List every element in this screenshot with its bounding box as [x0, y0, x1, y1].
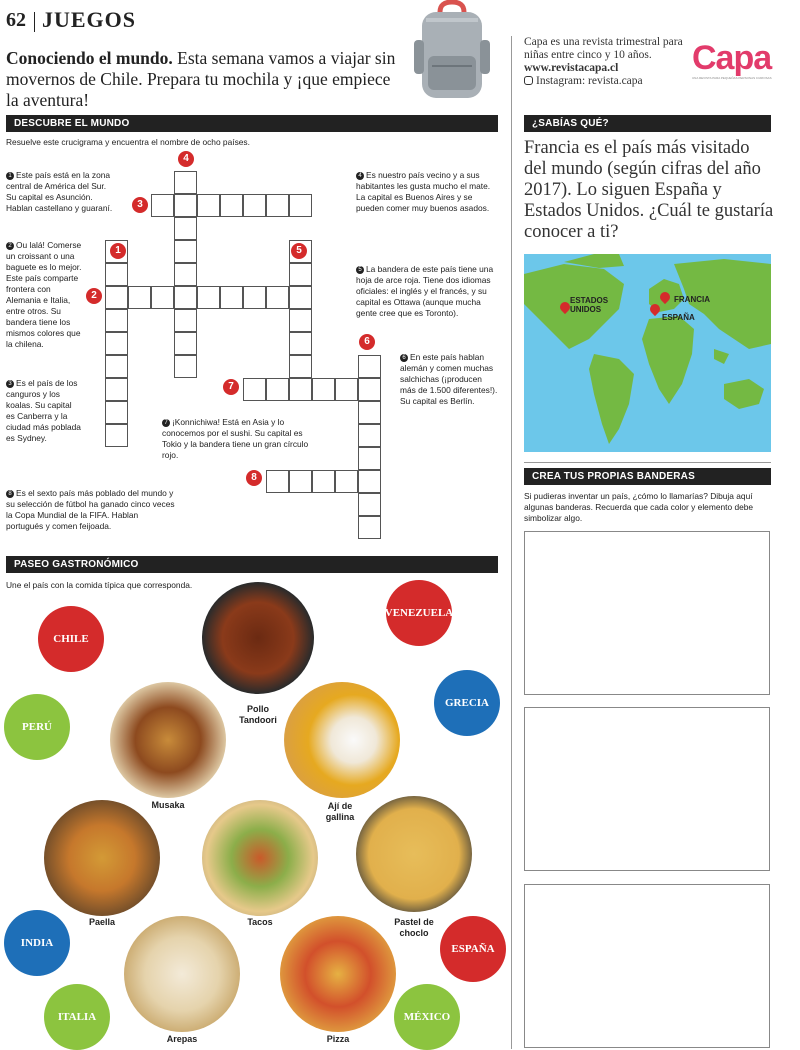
crossword-cell[interactable] [358, 493, 381, 516]
clue-7-text: ¡Konnichiwa! Está en Asia y lo conocemos por el sushi. Su capital es Tokio y la bandera tiene un gran círculo rojo. [162, 417, 309, 460]
crossword-cell[interactable] [335, 470, 358, 493]
flag-drawing-box-1[interactable] [524, 531, 770, 695]
flags-divider [524, 462, 771, 463]
flags-instructions: Si pudieras inventar un país, ¿cómo lo llamarías? Dibuja aquí algunas banderas. Recuerda que cada color y elemento debe simbolizar algo. [524, 491, 754, 523]
map-label-usa: ESTADOS UNIDOS [570, 296, 609, 314]
world-map [524, 254, 771, 452]
dish-arepas [124, 916, 240, 1032]
intro-text [6, 48, 396, 111]
crossword-cell[interactable] [197, 194, 220, 217]
capa-logo-tagline: UNA REVISTA PARA PEQUEÑAS PERSONAS CURIOSAS [692, 76, 772, 80]
dish-tacos [202, 800, 318, 916]
crossword-cell[interactable] [289, 286, 312, 309]
crossword-number-4: 4 [178, 151, 194, 167]
country-mexico[interactable]: MÉXICO [394, 984, 460, 1050]
magazine-info [524, 36, 704, 88]
fact-text: Francia es el país más visitado del mundo (según cifras del año 2017). Lo siguen España y Estados Unidos. ¿Cuál te gustaría conocer a ti? [524, 138, 774, 242]
clue-8-text: Es el sexto país más poblado del mundo y su selección de fútbol ha ganado cinco veces la Copa Mundial de la FIFA. Hablan portugués y comen feijoada. [6, 488, 175, 531]
crossword-cell[interactable] [105, 309, 128, 332]
crossword-number-5: 5 [291, 243, 307, 259]
crossword-cell[interactable] [105, 401, 128, 424]
country-grecia[interactable]: GRECIA [434, 670, 500, 736]
crossword-cell[interactable] [266, 286, 289, 309]
country-italia[interactable]: ITALIA [44, 984, 110, 1050]
dish-paella [44, 800, 160, 916]
crossword-cell[interactable] [197, 286, 220, 309]
crossword-cell[interactable] [243, 194, 266, 217]
map-label-spain: ESPAÑA [662, 313, 695, 322]
backpack-icon [412, 0, 492, 102]
crossword-cell[interactable] [174, 309, 197, 332]
crossword-number-1: 1 [110, 243, 126, 259]
crossword-cell[interactable] [358, 378, 381, 401]
map-label-france: FRANCIA [674, 295, 710, 304]
crossword-cell[interactable] [289, 332, 312, 355]
crossword-cell[interactable] [105, 355, 128, 378]
clue-6-text: En este país hablan alemán y comen muchas salchichas (¡producen más de 1.500 diferentes!). Su capital es Berlín. [400, 352, 498, 406]
info-line1: Capa es una revista trimestral para [524, 36, 683, 48]
clue-7: 7 ¡Konnichiwa! Está en Asia y lo conocemos por el sushi. Su capital es Tokio y la bandera tiene un gran círculo rojo. [162, 417, 309, 460]
clue-8: 8 Es el sexto país más poblado del mundo y su selección de fútbol ha ganado cinco veces la Copa Mundial de la FIFA. Hablan portugués y comen feijoada. [6, 488, 175, 531]
clue-5: 5 La bandera de este país tiene una hoja de arce roja. Tiene dos idiomas oficiales: el inglés y el francés, y su capital es Ottawa (aunque mucha gente cree que es Toronto). [356, 264, 494, 318]
dish-musaka [110, 682, 226, 798]
capa-logo [692, 40, 778, 80]
clue-4: 4 Es nuestro país vecino y a sus habitantes les gusta mucho el mate. La capital es Buenos Aires y se pueden comer muy buenos asados. [356, 170, 491, 213]
crossword-cell[interactable] [174, 355, 197, 378]
page-number: 62 [6, 9, 26, 31]
crossword-cell[interactable] [151, 194, 174, 217]
dish-pastel-de-choclo [356, 796, 472, 912]
crossword-cell[interactable] [289, 355, 312, 378]
clue-2-text: Ou lalá! Comerse un croissant o una baguete es lo mejor. Este país comparte frontera con Alemania e Italia, entre otros. Su bandera tiene los mismos colores que la chilena. [6, 240, 82, 349]
crossword-cell[interactable] [358, 516, 381, 539]
crossword-cell[interactable] [289, 470, 312, 493]
world-map-graphic [524, 254, 771, 452]
crossword-cell[interactable] [335, 378, 358, 401]
crossword-number-6: 6 [359, 334, 375, 350]
label-tacos: Tacos [247, 917, 273, 927]
flag-drawing-box-2[interactable] [524, 707, 770, 871]
crossword-cell[interactable] [105, 424, 128, 447]
flag-drawing-box-3[interactable] [524, 884, 770, 1048]
clue-6: 6 En este país hablan alemán y comen muchas salchichas (¡producen más de 1.500 diferentes!). Su capital es Berlín. [400, 352, 498, 406]
crossword-cell[interactable] [289, 378, 312, 401]
website-link[interactable]: www.revistacapa.cl [524, 62, 619, 74]
intro-bold: Conociendo el mundo. [6, 48, 173, 68]
instagram-handle[interactable] [524, 75, 704, 88]
dish-aji-de-gallina [284, 682, 400, 798]
clue-1: 1 Este país está en la zona central de América del Sur. Su capital es Asunción. Hablan castellano y guaraní. [6, 170, 113, 213]
instagram-text: Instagram: revista.capa [536, 75, 643, 87]
dish-pollo-tandoori [202, 582, 314, 694]
country-india[interactable]: INDIA [4, 910, 70, 976]
label-pastel-de-choclo: Pastel de choclo [394, 917, 434, 938]
fact-title-bar: ¿SABÍAS QUÉ? [524, 115, 771, 132]
crossword-cell[interactable] [105, 263, 128, 286]
crossword-instructions: Resuelve este crucigrama y encuentra el nombre de ocho países. [6, 137, 250, 147]
intro-body: Esta semana vamos a viajar sin movernos de Chile. Prepara tu mochila y ¡que empiece la aventura! [6, 48, 396, 110]
clue-1-text: Este país está en la zona central de América del Sur. Su capital es Asunción. Hablan castellano y guaraní. [6, 170, 113, 213]
country-espana[interactable]: ESPAÑA [440, 916, 506, 982]
header-divider [34, 12, 35, 32]
crossword-cell[interactable] [174, 217, 197, 240]
crossword-title-bar: DESCUBRE EL MUNDO [6, 115, 498, 132]
crossword-number-7: 7 [223, 379, 239, 395]
food-instructions: Une el país con la comida típica que corresponda. [6, 580, 193, 590]
crossword-cell[interactable] [266, 194, 289, 217]
crossword-cell[interactable] [105, 286, 128, 309]
crossword-cell[interactable] [312, 378, 335, 401]
crossword-cell[interactable] [289, 263, 312, 286]
crossword-cell[interactable] [174, 240, 197, 263]
label-arepas: Arepas [166, 1034, 198, 1044]
crossword-cell[interactable] [243, 286, 266, 309]
instagram-icon [524, 76, 533, 85]
crossword-cell[interactable] [174, 286, 197, 309]
crossword-cell[interactable] [128, 286, 151, 309]
label-musaka: Musaka [151, 800, 185, 810]
clue-2: 2 Ou lalá! Comerse un croissant o una baguete es lo mejor. Este país comparte frontera con Alemania e Italia, entre otros. Su bandera tiene los mismos colores que la chilena. [6, 240, 82, 349]
crossword-cell[interactable] [174, 171, 197, 194]
crossword-cell[interactable] [151, 286, 174, 309]
crossword-cell[interactable] [174, 263, 197, 286]
dish-pizza [280, 916, 396, 1032]
label-aji-de-gallina: Ají de gallina [325, 801, 355, 822]
capa-logo-text: Capa [692, 39, 772, 77]
crossword-cell[interactable] [312, 470, 335, 493]
label-pizza: Pizza [326, 1034, 350, 1044]
crossword-cell[interactable] [174, 332, 197, 355]
food-title-bar: PASEO GASTRONÓMICO [6, 556, 498, 573]
crossword-cell[interactable] [105, 378, 128, 401]
info-line2: niñas entre cinco y 10 años. [524, 49, 652, 61]
crossword-cell[interactable] [266, 470, 289, 493]
crossword-cell[interactable] [358, 447, 381, 470]
crossword-cell[interactable] [358, 355, 381, 378]
crossword-number-3: 3 [132, 197, 148, 213]
crossword-number-2: 2 [86, 288, 102, 304]
crossword-cell[interactable] [243, 378, 266, 401]
label-pollo-tandoori: Pollo Tandoori [239, 704, 277, 725]
country-venezuela[interactable]: VENEZUELA [386, 580, 452, 646]
column-divider [511, 36, 512, 1049]
crossword-cell[interactable] [174, 194, 197, 217]
crossword-cell[interactable] [105, 332, 128, 355]
clue-5-text: La bandera de este país tiene una hoja de arce roja. Tiene dos idiomas oficiales: el inglés y el francés, y su capital es Ottawa (aunque mucha gente cree que es Toronto). [356, 264, 494, 318]
crossword-cell[interactable] [358, 424, 381, 447]
flags-title-bar: CREA TUS PROPIAS BANDERAS [524, 468, 771, 485]
crossword-cell[interactable] [220, 194, 243, 217]
crossword-cell[interactable] [358, 470, 381, 493]
crossword-cell[interactable] [289, 194, 312, 217]
crossword-cell[interactable] [220, 286, 243, 309]
crossword-cell[interactable] [358, 401, 381, 424]
clue-3-text: Es el país de los canguros y los koalas. Su capital es Canberra y la ciudad más poblada es Sydney. [6, 378, 81, 443]
crossword-cell[interactable] [266, 378, 289, 401]
label-paella: Paella [88, 917, 116, 927]
country-chile[interactable]: CHILE [38, 606, 104, 672]
country-peru[interactable]: PERÚ [4, 694, 70, 760]
clue-3: 3 Es el país de los canguros y los koalas. Su capital es Canberra y la ciudad más poblada es Sydney. [6, 378, 81, 443]
crossword-number-8: 8 [246, 470, 262, 486]
clue-4-text: Es nuestro país vecino y a sus habitantes les gusta mucho el mate. La capital es Buenos Aires y se pueden comer muy buenos asados. [356, 170, 491, 213]
crossword-cell[interactable] [289, 309, 312, 332]
section-title: JUEGOS [42, 7, 137, 32]
